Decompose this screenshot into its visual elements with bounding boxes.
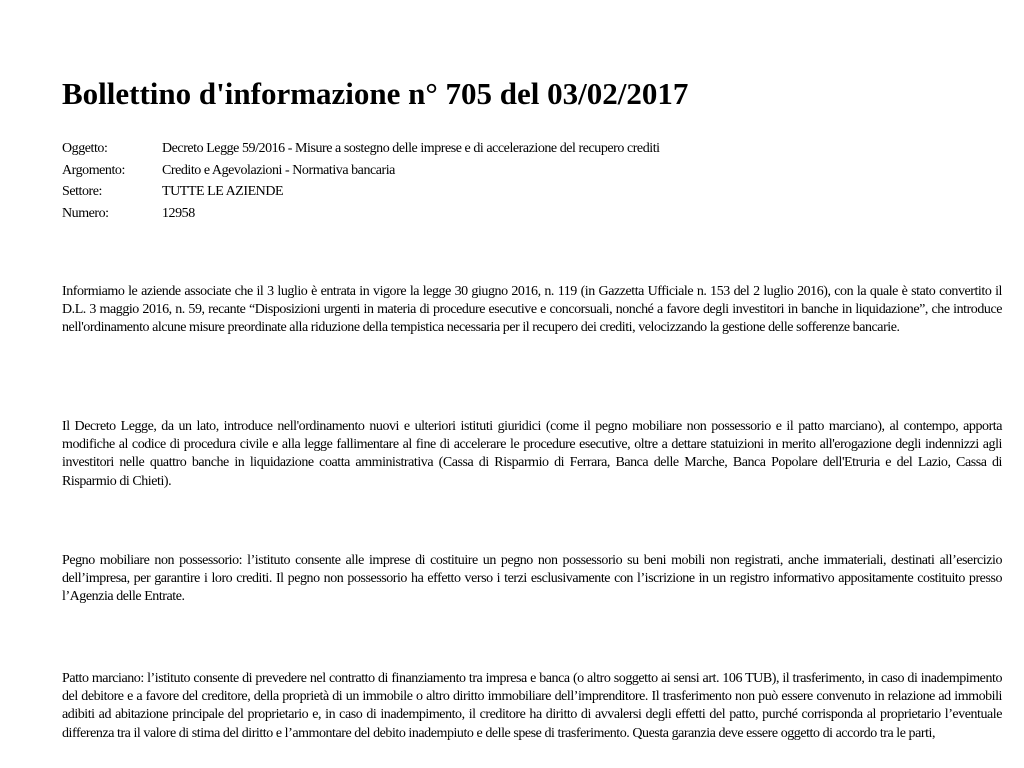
meta-row-settore bbox=[62, 181, 962, 203]
meta-label: Settore: bbox=[62, 184, 102, 199]
body-paragraph-pegno: Pegno mobiliare non possessorio: l’istituto consente alle imprese di costituire un pegno non possessorio su beni mobili non registrati, anche immateriali, destinati all’esercizio dell’impresa, per garantire i loro crediti. Il pegno non possessorio ha effetto verso i terzi esclusivamente con l’iscrizione in un registro informativo appositamente costituito presso l’Agenzia delle Entrate. bbox=[62, 553, 1002, 605]
body-paragraph-intro: Informiamo le aziende associate che il 3 luglio è entrata in vigore la legge 30 giugno 2016, n. 119 (in Gazzetta Ufficiale n. 153 del 2 luglio 2016), con la quale è stato convertito il D.L. 3 maggio 2016, n. 59, recante “Disposizioni urgenti in materia di procedure esecutive e concorsuali, nonché a favore degli investitori in banche in liquidazione”, che introduce nell'ordinamento alcune misure preordinate alla riduzione della tempistica necessaria per il recupero dei crediti, velocizzando la gestione delle sofferenze bancarie. bbox=[62, 284, 1002, 336]
document-metadata bbox=[62, 138, 962, 224]
meta-label: Oggetto: bbox=[62, 141, 108, 156]
meta-label: Argomento: bbox=[62, 162, 125, 178]
body-paragraph-decreto: Il Decreto Legge, da un lato, introduce nell'ordinamento nuovi e ulteriori istituti giuridici (come il pegno mobiliare non possessorio e il patto marciano), al contempo, apporta modifiche al codice di procedura civile e alla legge fallimentare al fine di accelerare le procedure esecutive, oltre a dettare statuizioni in merito all'erogazione degli indennizzi agli investitori nelle quattro banche in liquidazione coatta amministrativa (Cassa di Risparmio di Ferrara, Banca delle Marche, Banca Popolare dell'Etruria e del Lazio, Cassa di Risparmio di Chieti). bbox=[62, 419, 1002, 489]
meta-value: Decreto Legge 59/2016 - Misure a sostegno delle imprese e di accelerazione del recupero crediti bbox=[162, 141, 660, 156]
meta-row-numero bbox=[62, 203, 962, 225]
meta-row-argomento bbox=[62, 160, 962, 182]
meta-value: Credito e Agevolazioni - Normativa bancaria bbox=[162, 162, 395, 178]
meta-value: 12958 bbox=[162, 205, 195, 221]
document-title: Bollettino d'informazione n° 705 del 03/02/2017 bbox=[62, 76, 689, 111]
meta-label: Numero: bbox=[62, 205, 109, 221]
meta-row-oggetto bbox=[62, 138, 962, 160]
meta-value: TUTTE LE AZIENDE bbox=[162, 184, 284, 199]
body-paragraph-patto-marciano: Patto marciano: l’istituto consente di prevedere nel contratto di finanziamento tra impresa e banca (o altro soggetto ai sensi art. 106 TUB), il trasferimento, in caso di inadempimento del debitore e a favore del creditore, della proprietà di un immobile o altro diritto immobiliare dell’imprenditore. Il trasferimento non può essere convenuto in relazione ad immobili adibiti ad abitazione principale del proprietario e, in caso di inadempimento, il creditore ha diritto di avvalersi degli effetti del patto, purché corrisponda al proprietario l’eventuale differenza tra il valore di stima del diritto e l’ammontare del debito inadempiuto e delle spese di trasferimento. Questa garanzia deve essere oggetto di accordo tra le parti, bbox=[62, 671, 1002, 741]
